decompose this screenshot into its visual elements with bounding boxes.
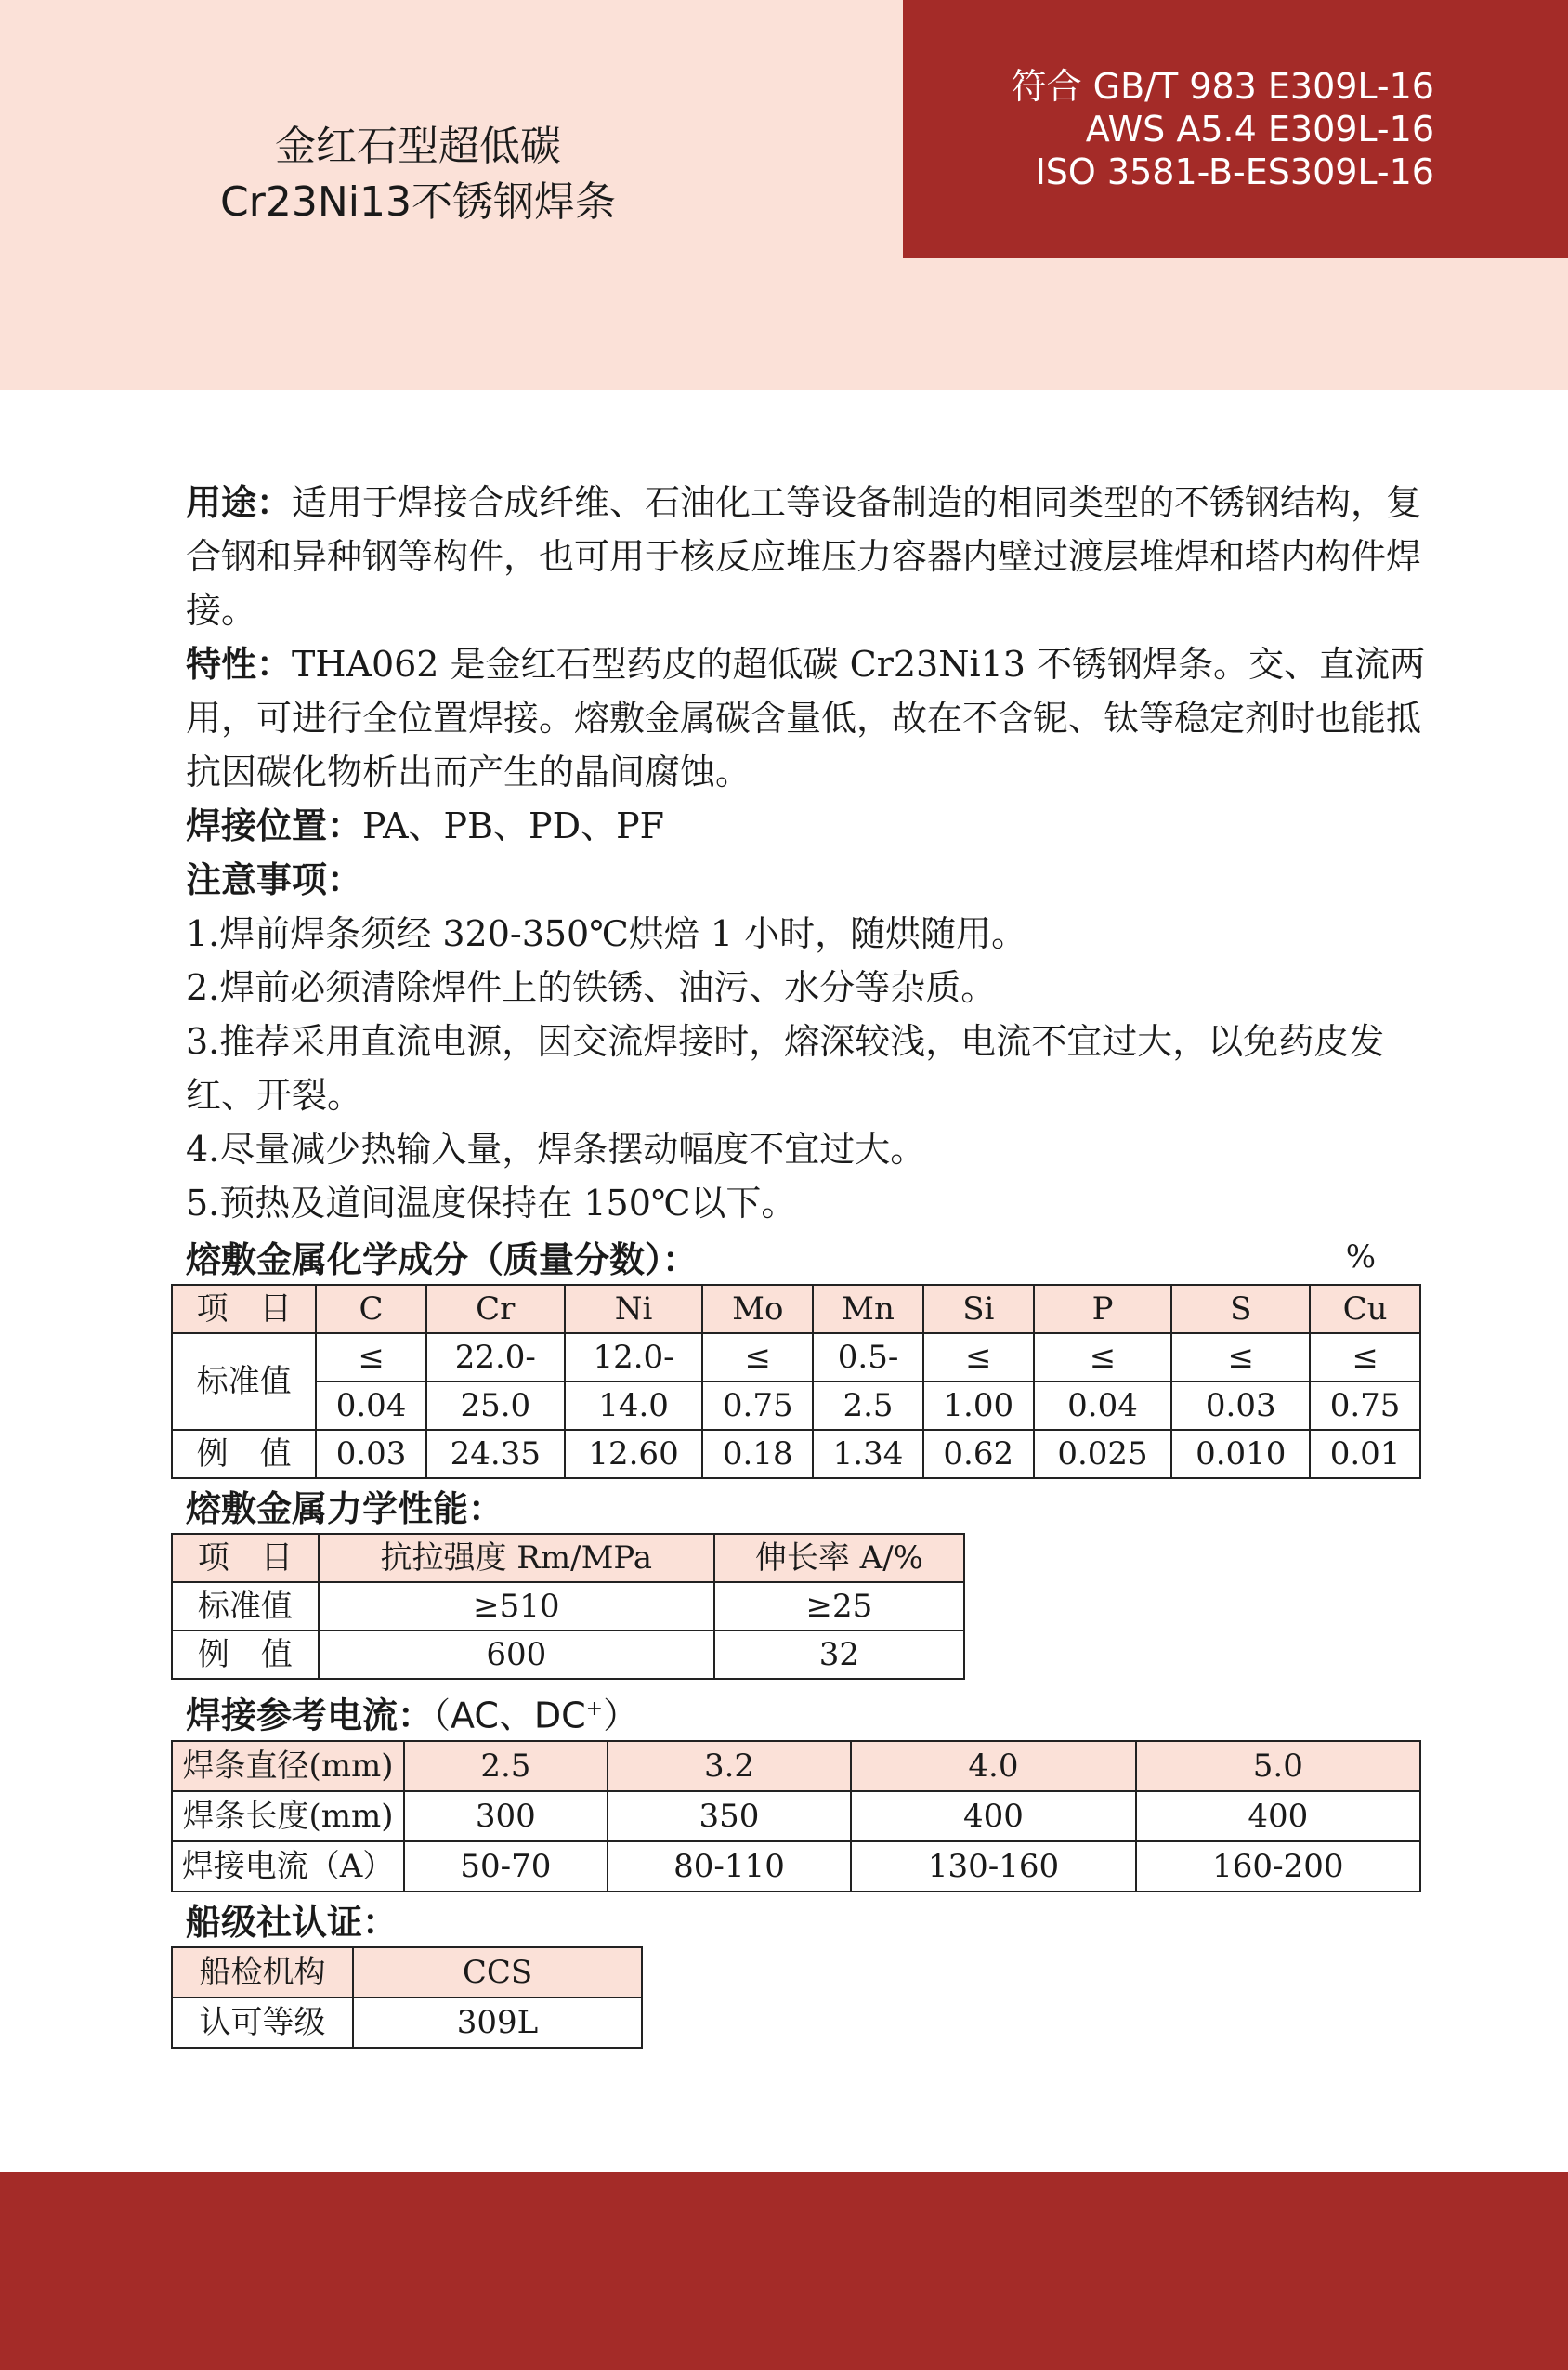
position-label: 焊接位置： <box>186 805 363 846</box>
table-cell: 0.75 <box>1310 1381 1420 1430</box>
table-cell: 1.34 <box>813 1430 923 1478</box>
header-cell: Cu <box>1310 1285 1420 1333</box>
table-cell: 1.00 <box>923 1381 1034 1430</box>
table-cell: 0.18 <box>702 1430 813 1478</box>
row-label: 标准值 <box>172 1582 319 1630</box>
standard-iso: ISO 3581-B-ES309L-16 <box>1035 151 1434 192</box>
row-label: 标准值 <box>172 1333 316 1430</box>
table-cell: 0.5- <box>813 1333 923 1381</box>
table-cell: 300 <box>404 1791 608 1841</box>
table-cell: 12.0- <box>565 1333 703 1381</box>
table-cell: ≤ <box>1310 1333 1420 1381</box>
usage-label: 用途： <box>186 482 293 523</box>
position-text: PA、PB、PD、PF <box>362 805 665 846</box>
chemistry-table <box>171 1284 1421 1479</box>
header-cell: 4.0 <box>851 1741 1135 1791</box>
table-cell: 0.03 <box>316 1430 426 1478</box>
table-cell: ≥510 <box>319 1582 714 1630</box>
mechanical-table <box>171 1533 965 1680</box>
note-item: 5.预热及道间温度保持在 150℃以下。 <box>186 1183 797 1224</box>
table-cell: 0.75 <box>702 1381 813 1430</box>
table-cell: 130-160 <box>851 1841 1135 1892</box>
header-cell: CCS <box>353 1947 642 1997</box>
table-cell: ≥25 <box>714 1582 964 1630</box>
row-label: 焊接电流（A） <box>172 1841 404 1892</box>
table-cell: ≤ <box>1171 1333 1310 1381</box>
table-cell: 0.03 <box>1171 1381 1310 1430</box>
title-line-2: Cr23Ni13不锈钢焊条 <box>220 178 616 226</box>
title-line-1: 金红石型超低碳 <box>275 123 561 170</box>
header-cell: Mo <box>702 1285 813 1333</box>
table-cell: 400 <box>1136 1791 1420 1841</box>
table-row <box>172 1582 964 1630</box>
ship-table <box>171 1946 643 2049</box>
table-row <box>172 1333 1420 1381</box>
table-cell: 0.62 <box>923 1430 1034 1478</box>
current-title-open: （AC、DC <box>433 1695 586 1736</box>
row-label: 船检机构 <box>172 1947 353 1997</box>
table-cell: 22.0- <box>426 1333 565 1381</box>
table-cell: 309L <box>353 1997 642 2048</box>
table-row <box>172 1997 642 2048</box>
usage-paragraph <box>186 476 1431 637</box>
table-cell: 80-110 <box>608 1841 852 1892</box>
table-cell: 24.35 <box>426 1430 565 1478</box>
chemistry-unit: % <box>1345 1238 1376 1276</box>
table-header-row <box>172 1285 1420 1333</box>
features-label: 特性： <box>186 644 293 685</box>
table-cell: 14.0 <box>565 1381 703 1430</box>
note-item: 1.焊前焊条须经 320-350℃烘焙 1 小时，随烘随用。 <box>186 913 1027 954</box>
table-cell: 0.025 <box>1034 1430 1172 1478</box>
standard-aws: AWS A5.4 E309L-16 <box>1085 109 1434 150</box>
header-cell: P <box>1034 1285 1172 1333</box>
header-cell: 抗拉强度 Rm/MPa <box>319 1534 714 1582</box>
table-cell: 400 <box>851 1791 1135 1841</box>
ship-title: 船级社认证： <box>186 1901 399 1943</box>
table-header-row <box>172 1534 964 1582</box>
table-row <box>172 1841 1420 1892</box>
header-cell: S <box>1171 1285 1310 1333</box>
chemistry-title: 熔敷金属化学成分（质量分数）： <box>186 1239 699 1280</box>
mechanical-title: 熔敷金属力学性能： <box>186 1488 504 1529</box>
current-table <box>171 1740 1421 1892</box>
current-title <box>186 1685 1431 1740</box>
note-item: 3.推荐采用直流电源，因交流焊接时，熔深较浅，电流不宜过大，以免药皮发红、开裂。 <box>186 1021 1385 1116</box>
header-cell: C <box>316 1285 426 1333</box>
table-row <box>172 1630 964 1679</box>
product-title <box>167 119 669 230</box>
standard-gb: 符合 GB/T 983 E309L-16 <box>1011 66 1434 107</box>
table-cell: ≤ <box>1034 1333 1172 1381</box>
table-cell: 50-70 <box>404 1841 608 1892</box>
table-cell: 25.0 <box>426 1381 565 1430</box>
table-cell: 350 <box>608 1791 852 1841</box>
table-row <box>172 1381 1420 1430</box>
note-item: 4.尽量减少热输入量，焊条摆动幅度不宜过大。 <box>186 1129 926 1170</box>
table-row <box>172 1791 1420 1841</box>
standards-box <box>903 0 1568 258</box>
usage-text: 适用于焊接合成纤维、石油化工等设备制造的相同类型的不锈钢结构，复合钢和异种钢等构件，也可用于核反应堆压力容器内壁过渡层堆焊和塔内构件焊接。 <box>186 482 1422 631</box>
features-paragraph <box>186 637 1431 799</box>
header-cell: Si <box>923 1285 1034 1333</box>
features-text: THA062 是金红石型药皮的超低碳 Cr23Ni13 不锈钢焊条。交、直流两用，可进行全位置焊接。熔敷金属碳含量低，故在不含铌、钛等稳定剂时也能抵抗因碳化物析出而产生的晶间腐蚀。 <box>186 644 1426 792</box>
current-title-close: ） <box>603 1695 639 1736</box>
main-content <box>181 476 1431 2049</box>
table-row <box>172 1430 1420 1478</box>
header-cell: 伸长率 A/% <box>714 1534 964 1582</box>
table-cell: 0.04 <box>1034 1381 1172 1430</box>
table-cell: ≤ <box>702 1333 813 1381</box>
table-header-row <box>172 1741 1420 1791</box>
row-label: 焊条直径(mm) <box>172 1741 404 1791</box>
table-cell: ≤ <box>316 1333 426 1381</box>
standards-list <box>1012 65 1434 193</box>
header-cell: 2.5 <box>404 1741 608 1791</box>
note-item: 2.焊前必须清除焊件上的铁锈、油污、水分等杂质。 <box>186 967 997 1008</box>
table-header-row <box>172 1947 642 1997</box>
table-cell: 0.01 <box>1310 1430 1420 1478</box>
header-cell: 5.0 <box>1136 1741 1420 1791</box>
chemistry-title-row <box>186 1230 1398 1284</box>
table-cell: 32 <box>714 1630 964 1679</box>
row-label: 认可等级 <box>172 1997 353 2048</box>
row-label: 例 值 <box>172 1630 319 1679</box>
table-cell: 600 <box>319 1630 714 1679</box>
table-cell: ≤ <box>923 1333 1034 1381</box>
table-cell: 0.04 <box>316 1381 426 1430</box>
table-cell: 2.5 <box>813 1381 923 1430</box>
header-cell: 项 目 <box>172 1534 319 1582</box>
header-cell: Ni <box>565 1285 703 1333</box>
header-cell: 3.2 <box>608 1741 852 1791</box>
row-label: 焊条长度(mm) <box>172 1791 404 1841</box>
table-cell: 0.010 <box>1171 1430 1310 1478</box>
table-cell: 12.60 <box>565 1430 703 1478</box>
notes-label: 注意事项： <box>186 859 363 900</box>
current-title-text: 焊接参考电流： <box>186 1695 434 1736</box>
table-cell: 160-200 <box>1136 1841 1420 1892</box>
header-cell: Cr <box>426 1285 565 1333</box>
footer-band <box>0 2172 1568 2370</box>
header-cell: 项 目 <box>172 1285 316 1333</box>
position-paragraph <box>186 799 1431 853</box>
header-cell: Mn <box>813 1285 923 1333</box>
row-label: 例 值 <box>172 1430 316 1478</box>
current-title-sup: + <box>585 1697 604 1721</box>
